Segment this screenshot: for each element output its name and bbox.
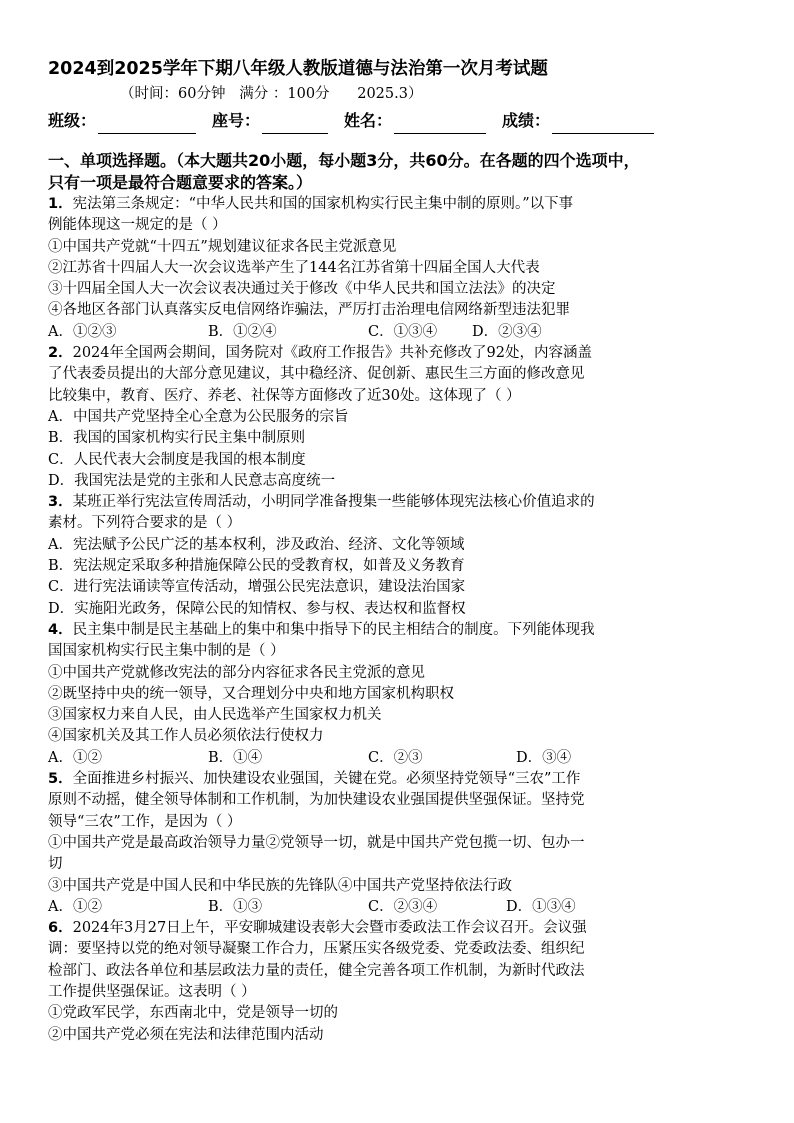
section-heading — [48, 150, 758, 194]
question-6 — [48, 918, 758, 1046]
question-stem-line: 素材。下列符合要求的是（ ） — [48, 515, 242, 532]
choice-d[interactable]: D．②③④ — [472, 323, 542, 340]
question-stem-line: 例能体现这一规定的是（ ） — [48, 217, 227, 234]
exam-subtitle: （时间：60分钟 满分 ：100分 2025.3） — [120, 86, 423, 102]
score-field — [502, 108, 654, 134]
choice-a[interactable]: A．中国共产党坚持全心全意为公民服务的宗旨 — [48, 408, 349, 425]
seat-label: 座号： — [212, 111, 261, 130]
name-field — [344, 108, 486, 134]
question-3 — [48, 492, 758, 620]
class-blank[interactable] — [98, 115, 196, 134]
question-number: 1． — [48, 196, 73, 212]
score-blank[interactable] — [552, 115, 654, 134]
statement-item: ①中国共产党是最高政治领导力量②党领导一切，就是中国共产党包揽一切、包办一 — [48, 834, 585, 851]
question-stem-line: 全面推进乡村振兴、加快建设农业强国，关键在党。必须坚持党领导“三农”工作 — [72, 771, 581, 788]
question-number: 6． — [48, 920, 73, 937]
choice-c[interactable]: C．②③ — [368, 749, 423, 766]
answer-choices — [48, 897, 758, 918]
choice-b[interactable]: B．我国的国家机构实行民主集中制原则 — [48, 430, 306, 447]
question-stem-line: 原则不动摇，健全领导体制和工作机制，为加快建设农业强国提供坚强保证。坚持党 — [48, 792, 585, 809]
question-stem-line: 民主集中制是民主基础上的集中和集中指导下的民主相结合的制度。下列能体现我 — [72, 621, 595, 638]
answer-choices — [48, 748, 758, 769]
question-stem-line: 某班正举行宪法宣传周活动，小明同学准备搜集一些能够体现宪法核心价值追求的 — [72, 494, 595, 511]
question-stem-line: 2024年3月27日上午，平安聊城建设表彰大会暨市委政法工作会议召开。会议强 — [72, 920, 587, 937]
question-2 — [48, 343, 758, 492]
name-blank[interactable] — [394, 115, 486, 134]
statement-item: ④各地区各部门认真落实反电信网络诈骗法，严厉打击治理电信网络新型违法犯罪 — [48, 302, 570, 319]
choice-b[interactable]: B．宪法规定采取多种措施保障公民的受教育权，如普及义务教育 — [48, 558, 465, 575]
answer-choices — [48, 322, 758, 343]
score-label: 成绩： — [502, 111, 551, 130]
statement-item: ②中国共产党必须在宪法和法律范围内活动 — [48, 1026, 324, 1043]
statement-item: ④国家机关及其工作人员必须依法行使权力 — [48, 728, 324, 745]
question-stem-line: 领导“三农”工作，是因为（ ） — [48, 813, 242, 830]
choice-a[interactable]: A．①②③ — [48, 323, 117, 340]
statement-item: ③中国共产党是中国人民和中华民族的先锋队④中国共产党坚持依法行政 — [48, 877, 512, 894]
choice-d[interactable]: D．实施阳光政务，保障公民的知情权、参与权、表达权和监督权 — [48, 600, 466, 617]
class-label: 班级： — [48, 111, 97, 130]
question-stem-line: 比较集中，教育、医疗、养老、社保等方面修改了近30处。这体现了（ ） — [48, 387, 521, 404]
choice-d[interactable]: D．我国宪法是党的主张和人民意志高度统一 — [48, 472, 336, 489]
question-number: 2． — [48, 345, 73, 362]
choice-b[interactable]: B．①②④ — [208, 323, 277, 340]
question-stem-line: 工作提供坚强保证。这表明（ ） — [48, 983, 256, 1000]
seat-blank[interactable] — [262, 115, 328, 134]
choice-c[interactable]: C．①③④ — [368, 323, 438, 340]
choice-d[interactable]: D．①③④ — [506, 898, 576, 915]
name-label: 姓名： — [344, 111, 393, 130]
question-stem-line: 检部门、政法各单位和基层政法力量的责任，健全完善各项工作机制，为新时代政法 — [48, 962, 585, 979]
section-heading-line: 一、单项选择题。（本大题共20小题，每小题3分，共60分。在各题的四个选项中， — [48, 151, 640, 170]
choice-a[interactable]: A．①② — [48, 749, 102, 766]
choice-d[interactable]: D．③④ — [516, 749, 572, 766]
choice-b[interactable]: B．①③ — [208, 898, 263, 915]
question-stem-line: 了代表委员提出的大部分意见建议，其中稳经济、促创新、惠民生三方面的修改意见 — [48, 366, 585, 383]
question-stem-line: 宪法第三条规定：“中华人民共和国的国家机构实行民主集中制的原则。”以下事 — [72, 196, 574, 212]
choice-a[interactable]: A．①② — [48, 898, 102, 915]
exam-title: 2024到2025学年下期八年级人教版道德与法治第一次月考试题 — [48, 59, 548, 79]
question-4 — [48, 620, 758, 769]
question-1 — [48, 194, 758, 343]
seat-field — [212, 108, 328, 134]
statement-item: ①中国共产党就“十四五”规划建议征求各民主党派意见 — [48, 238, 397, 255]
section-heading-line: 只有一项是最符合题意要求的答案。） — [48, 173, 313, 192]
statement-item: ②江苏省十四届人大一次会议选举产生了144名江苏省第十四届全国人大代表 — [48, 259, 540, 276]
question-stem-line: 2024年全国两会期间，国务院对《政府工作报告》共补充修改了92处，内容涵盖 — [72, 345, 592, 362]
question-stem-line: 国国家机构实行民主集中制的是（ ） — [48, 643, 285, 660]
choice-c[interactable]: C．②③④ — [368, 898, 438, 915]
class-field — [48, 108, 196, 134]
statement-item: ②既坚持中央的统一领导，又合理划分中央和地方国家机构职权 — [48, 685, 454, 702]
question-5 — [48, 769, 758, 918]
choice-c[interactable]: C．人民代表大会制度是我国的根本制度 — [48, 451, 306, 468]
statement-item: ①中国共产党就修改宪法的部分内容征求各民主党派的意见 — [48, 664, 425, 681]
statement-item: ①党政军民学，东西南北中，党是领导一切的 — [48, 1005, 338, 1022]
statement-item: ③国家权力来自人民，由人民选举产生国家权力机关 — [48, 707, 382, 724]
question-number: 5． — [48, 771, 73, 788]
question-number: 4． — [48, 621, 73, 638]
statement-item: ③十四届全国人大一次会议表决通过关于修改《中华人民共和国立法法》的决定 — [48, 281, 556, 298]
question-number: 3． — [48, 494, 73, 511]
choice-a[interactable]: A．宪法赋予公民广泛的基本权利，涉及政治、经济、文化等领域 — [48, 536, 465, 553]
statement-item: 切 — [48, 856, 63, 873]
question-stem-line: 调：要坚持以党的绝对领导凝聚工作合力，压紧压实各级党委、党委政法委、组织纪 — [48, 941, 585, 958]
choice-c[interactable]: C．进行宪法诵读等宣传活动，增强公民宪法意识，建设法治国家 — [48, 579, 466, 596]
student-info-row — [48, 108, 758, 134]
choice-b[interactable]: B．①④ — [208, 749, 263, 766]
